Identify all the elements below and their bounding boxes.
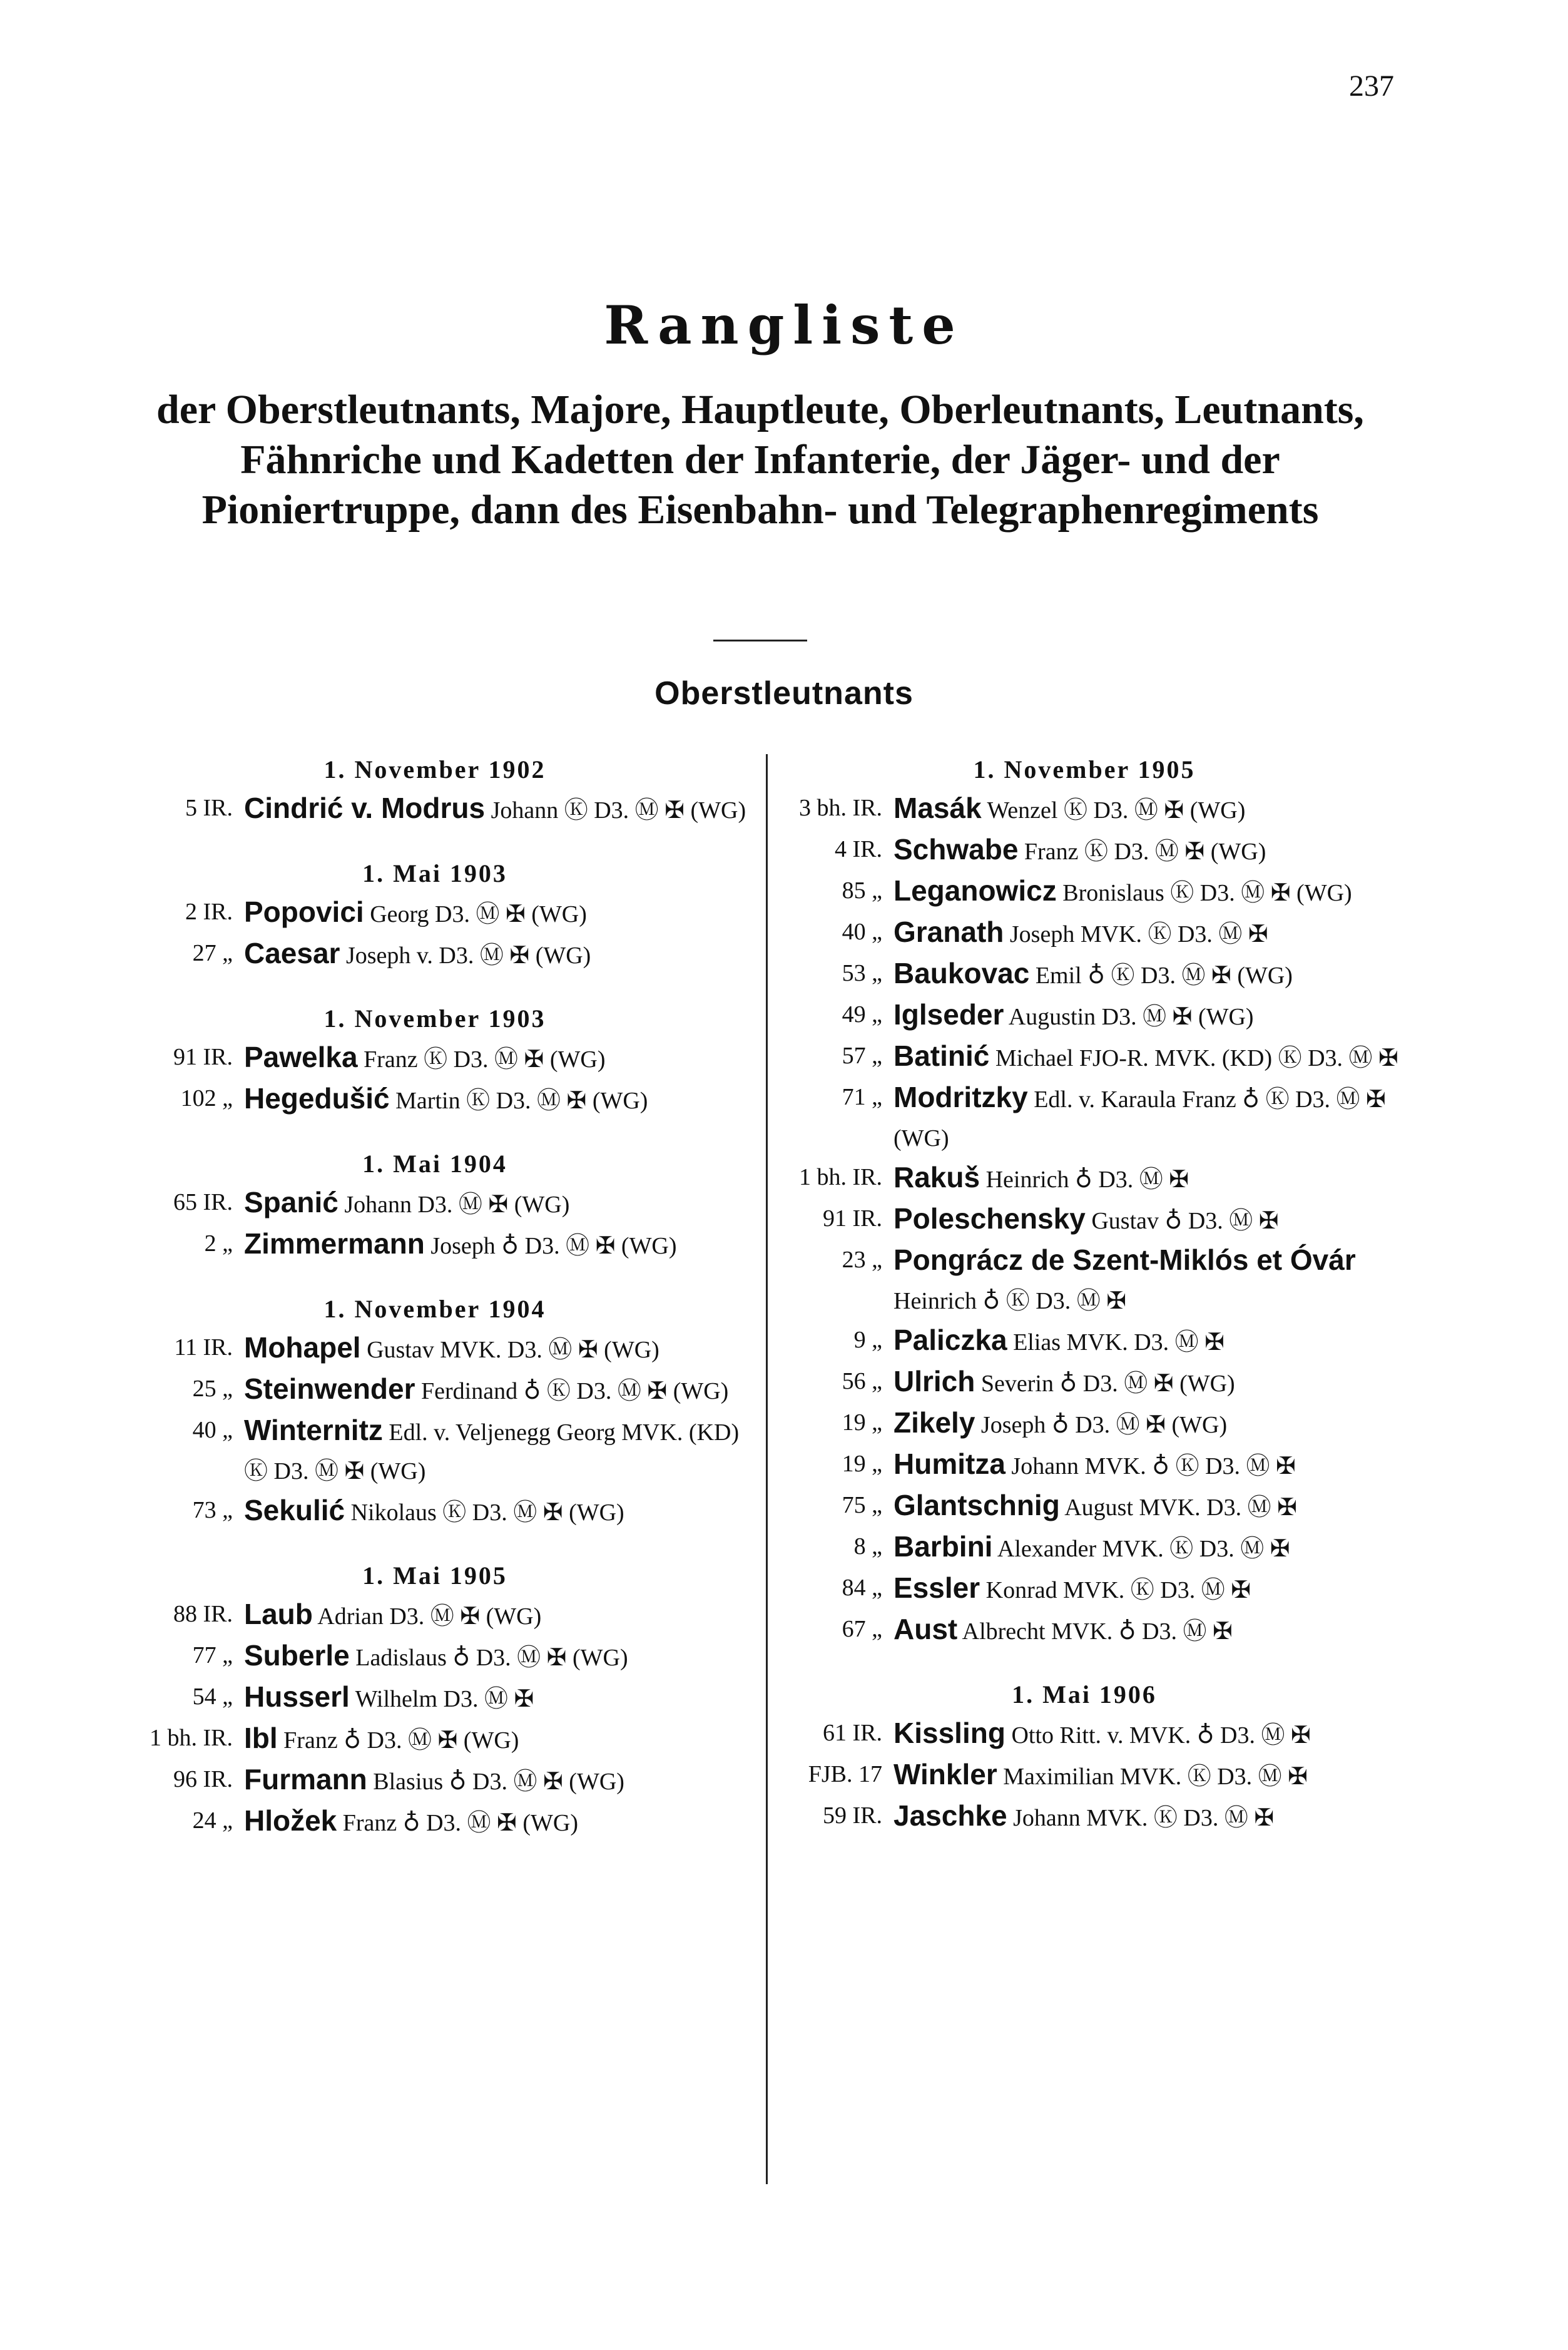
group-spacer (119, 975, 751, 1000)
entry-body (244, 1183, 751, 1224)
officer-name: Batinić (893, 1040, 990, 1072)
regiment-ref: 77 „ (192, 1642, 233, 1668)
group-spacer (119, 1120, 751, 1145)
rank-entry (119, 1719, 751, 1760)
officer-details: Severin ♁ D3. Ⓜ ✠ (WG) (980, 1371, 1235, 1397)
officer-name: Kissling (893, 1717, 1005, 1749)
regiment-ref: 5 IR. (185, 795, 233, 821)
officer-name: Sekulić (244, 1494, 345, 1526)
officer-details: Joseph ♁ D3. Ⓜ ✠ (WG) (980, 1412, 1228, 1438)
regiment-ref: 71 „ (842, 1084, 882, 1110)
regiment-ref: 4 IR. (835, 836, 882, 862)
officer-details: Augustin D3. Ⓜ ✠ (WG) (1008, 1004, 1254, 1030)
officer-details: Gustav MVK. D3. Ⓜ ✠ (WG) (367, 1337, 659, 1363)
entry-body (893, 912, 1400, 954)
regiment-ref: 91 IR. (823, 1205, 882, 1232)
officer-details: Ladislaus ♁ D3. Ⓜ ✠ (WG) (355, 1645, 628, 1671)
regiment-ref: 75 „ (842, 1492, 882, 1518)
regiment-ref: 61 IR. (823, 1720, 882, 1746)
officer-details: Alexander MVK. Ⓚ D3. Ⓜ ✠ (997, 1536, 1290, 1562)
officer-details: Johann MVK. ♁ Ⓚ D3. Ⓜ ✠ (1011, 1453, 1296, 1479)
regiment-ref: 65 IR. (173, 1189, 233, 1215)
officer-details: Konrad MVK. Ⓚ D3. Ⓜ ✠ (985, 1577, 1251, 1603)
date-heading: 1. November 1902 (323, 755, 546, 784)
entry-body (893, 1078, 1400, 1158)
rank-entry (768, 1486, 1400, 1527)
rank-entry (768, 1714, 1400, 1755)
entry-body (893, 1362, 1400, 1403)
entry-body (893, 1755, 1400, 1796)
date-heading: 1. November 1905 (973, 755, 1196, 784)
page-title: Rangliste (604, 294, 964, 356)
rank-entry (119, 1038, 751, 1079)
rank-entry (768, 1568, 1400, 1610)
entry-body (244, 1719, 751, 1760)
officer-details: Edl. v. Veljenegg Georg MVK. (KD) Ⓚ D3. Ⓜ ✠ (WG) (244, 1419, 740, 1484)
regiment-ref: 88 IR. (173, 1601, 233, 1627)
regiment-ref: 25 „ (192, 1376, 233, 1402)
rank-entry (768, 1240, 1400, 1321)
rank-entry (119, 1369, 751, 1411)
rank-entry (768, 1444, 1400, 1486)
officer-name: Spanić (244, 1186, 339, 1218)
rank-entry (768, 1796, 1400, 1837)
officer-details: Michael FJO-R. MVK. (KD) Ⓚ D3. Ⓜ ✠ (995, 1045, 1398, 1071)
officer-name: Aust (893, 1613, 958, 1645)
entry-body (244, 1079, 751, 1120)
officer-details: Nikolaus Ⓚ D3. Ⓜ ✠ (WG) (350, 1499, 624, 1526)
officer-details: Georg D3. Ⓜ ✠ (WG) (370, 901, 587, 927)
officer-details: Wenzel Ⓚ D3. Ⓜ ✠ (WG) (987, 797, 1246, 824)
entry-body (244, 1491, 751, 1532)
officer-name: Ulrich (893, 1365, 975, 1397)
entry-body (244, 789, 751, 830)
rank-entry (119, 934, 751, 975)
left-column (119, 751, 751, 1842)
rank-entry (768, 830, 1400, 871)
group-spacer (119, 1532, 751, 1557)
regiment-ref: 102 „ (180, 1085, 233, 1111)
regiment-ref: 91 IR. (173, 1044, 233, 1070)
officer-name: Humitza (893, 1448, 1005, 1480)
officer-name: Mohapel (244, 1331, 361, 1364)
officer-name: Masák (893, 792, 982, 824)
entry-body (244, 1038, 751, 1079)
regiment-ref: 49 „ (842, 1001, 882, 1028)
entry-body (244, 1801, 751, 1842)
rank-entry (119, 1636, 751, 1677)
officer-name: Laub (244, 1598, 313, 1630)
entry-body (893, 1321, 1400, 1362)
rank-entry (768, 1755, 1400, 1796)
officer-name: Popovici (244, 896, 364, 928)
officer-name: Steinwender (244, 1372, 415, 1405)
officer-details: Maximilian MVK. Ⓚ D3. Ⓜ ✠ (1003, 1764, 1308, 1790)
officer-details: Joseph v. D3. Ⓜ ✠ (WG) (345, 943, 591, 969)
officer-details: Ferdinand ♁ Ⓚ D3. Ⓜ ✠ (WG) (421, 1378, 729, 1404)
regiment-ref: 2 IR. (185, 899, 233, 925)
column-divider (766, 754, 768, 2184)
regiment-ref: 67 „ (842, 1616, 882, 1642)
rank-entry (768, 1403, 1400, 1444)
group-spacer (119, 1265, 751, 1290)
rank-entry (768, 912, 1400, 954)
officer-name: Winkler (893, 1758, 997, 1791)
entry-body (893, 1568, 1400, 1610)
entry-body (893, 830, 1400, 871)
rank-entry (768, 1036, 1400, 1078)
rank-entry (768, 1610, 1400, 1651)
officer-name: Hložek (244, 1804, 337, 1837)
officer-name: Husserl (244, 1680, 350, 1713)
officer-name: Jaschke (893, 1799, 1007, 1832)
rank-entry (768, 1362, 1400, 1403)
regiment-ref: 57 „ (842, 1043, 882, 1069)
officer-name: Granath (893, 916, 1004, 948)
officer-name: Modritzky (893, 1081, 1028, 1113)
officer-details: Franz Ⓚ D3. Ⓜ ✠ (WG) (1024, 839, 1266, 865)
officer-details: Joseph MVK. Ⓚ D3. Ⓜ ✠ (1009, 921, 1268, 948)
rank-entry (119, 1183, 751, 1224)
rank-entry (119, 1491, 751, 1532)
regiment-ref: 3 bh. IR. (799, 795, 882, 821)
rank-entry (768, 995, 1400, 1036)
officer-name: Iglseder (893, 998, 1004, 1031)
date-heading: 1. November 1904 (323, 1295, 546, 1323)
officer-details: Heinrich ♁ Ⓚ D3. Ⓜ ✠ (893, 1288, 1127, 1314)
entry-body (244, 1636, 751, 1677)
officer-details: Blasius ♁ D3. Ⓜ ✠ (WG) (373, 1769, 624, 1795)
date-heading: 1. Mai 1906 (1012, 1680, 1157, 1709)
entry-body (893, 871, 1400, 912)
entry-body (893, 1240, 1400, 1321)
regiment-ref: 40 „ (192, 1417, 233, 1443)
regiment-ref: 84 „ (842, 1575, 882, 1601)
officer-details: Adrian D3. Ⓜ ✠ (WG) (317, 1603, 542, 1630)
rank-entry (768, 1321, 1400, 1362)
regiment-ref: 11 IR. (174, 1334, 233, 1361)
entry-body (893, 1796, 1400, 1837)
officer-details: Joseph ♁ D3. Ⓜ ✠ (WG) (430, 1233, 677, 1259)
officer-name: Caesar (244, 937, 340, 969)
rank-entry (119, 1595, 751, 1636)
regiment-ref: 85 „ (842, 877, 882, 904)
entry-body (893, 1403, 1400, 1444)
entry-body (893, 1199, 1400, 1240)
rank-entry (119, 892, 751, 934)
officer-name: Paliczka (893, 1324, 1007, 1356)
entry-body (244, 1760, 751, 1801)
entry-body (244, 1595, 751, 1636)
officer-details: Bronislaus Ⓚ D3. Ⓜ ✠ (WG) (1062, 880, 1352, 906)
group-spacer (119, 830, 751, 855)
regiment-ref: 53 „ (842, 960, 882, 986)
regiment-ref: 1 bh. IR. (799, 1164, 882, 1190)
entry-body (244, 934, 751, 975)
entry-body (893, 789, 1400, 830)
rank-entry (119, 1224, 751, 1265)
rank-entry (119, 1079, 751, 1120)
rank-entry (768, 789, 1400, 830)
rank-entry (768, 1158, 1400, 1199)
officer-name: Zimmermann (244, 1227, 425, 1260)
rank-entry (768, 1078, 1400, 1158)
regiment-ref: 73 „ (192, 1497, 233, 1523)
officer-details: Heinrich ♁ D3. Ⓜ ✠ (985, 1167, 1189, 1193)
rank-entry (768, 954, 1400, 995)
entry-body (244, 1411, 751, 1491)
entry-body (893, 954, 1400, 995)
officer-name: Ibl (244, 1722, 278, 1754)
rank-entry (119, 1411, 751, 1491)
officer-details: Johann MVK. Ⓚ D3. Ⓜ ✠ (1013, 1805, 1275, 1831)
regiment-ref: FJB. 17 (808, 1761, 882, 1787)
regiment-ref: 96 IR. (173, 1766, 233, 1792)
rank-entry (119, 1328, 751, 1369)
title-divider (713, 640, 807, 641)
officer-name: Schwabe (893, 833, 1019, 866)
officer-details: Franz Ⓚ D3. Ⓜ ✠ (WG) (364, 1046, 606, 1073)
regiment-ref: 9 „ (853, 1327, 882, 1353)
rank-entry (119, 1801, 751, 1842)
officer-name: Glantschnig (893, 1489, 1060, 1521)
officer-name: Cindrić v. Modrus (244, 792, 486, 824)
regiment-ref: 59 IR. (823, 1802, 882, 1829)
officer-details: Wilhelm D3. Ⓜ ✠ (355, 1686, 534, 1712)
officer-name: Barbini (893, 1530, 993, 1563)
rank-entry (768, 1199, 1400, 1240)
entry-body (893, 1486, 1400, 1527)
entry-body (893, 1714, 1400, 1755)
regiment-ref: 8 „ (853, 1533, 882, 1560)
officer-details: Edl. v. Karaula Franz ♁ Ⓚ D3. Ⓜ ✠ (WG) (893, 1086, 1386, 1152)
entry-body (893, 1527, 1400, 1568)
page-subtitle: der Oberstleutnants, Majore, Hauptleute, Oberleutnants, Leutnants, Fähnriche und Kadetten der Infanterie, der Jäger- und der Pioniertruppe, dann des Eisenbahn- und Telegraphenregiments (156, 387, 1364, 533)
officer-name: Baukovac (893, 957, 1030, 989)
regiment-ref: 19 „ (842, 1451, 882, 1477)
officer-details: Otto Ritt. v. MVK. ♁ D3. Ⓜ ✠ (1011, 1722, 1311, 1749)
right-column (768, 751, 1400, 1837)
rank-entry (119, 1760, 751, 1801)
entry-body (893, 995, 1400, 1036)
page-number: 237 (1349, 69, 1394, 103)
officer-name: Essler (893, 1571, 980, 1604)
regiment-ref: 1 bh. IR. (150, 1725, 233, 1751)
rank-entry (119, 1677, 751, 1719)
regiment-ref: 2 „ (204, 1230, 233, 1257)
regiment-ref: 54 „ (192, 1683, 233, 1710)
officer-name: Zikely (893, 1406, 975, 1439)
entry-body (244, 1224, 751, 1265)
regiment-ref: 23 „ (842, 1247, 882, 1273)
regiment-ref: 24 „ (192, 1807, 233, 1834)
regiment-ref: 56 „ (842, 1368, 882, 1394)
entry-body (893, 1036, 1400, 1078)
regiment-ref: 27 „ (192, 940, 233, 966)
entry-body (244, 892, 751, 934)
officer-name: Poleschensky (893, 1202, 1086, 1235)
officer-details: Franz ♁ D3. Ⓜ ✠ (WG) (342, 1810, 579, 1836)
officer-details: Johann Ⓚ D3. Ⓜ ✠ (WG) (491, 797, 746, 824)
rank-entry (768, 871, 1400, 912)
officer-details: Albrecht MVK. ♁ D3. Ⓜ ✠ (962, 1618, 1233, 1645)
officer-details: Elias MVK. D3. Ⓜ ✠ (1013, 1329, 1225, 1356)
entry-body (244, 1677, 751, 1719)
officer-details: Franz ♁ D3. Ⓜ ✠ (WG) (283, 1727, 519, 1754)
officer-details: Johann D3. Ⓜ ✠ (WG) (344, 1192, 570, 1218)
rank-entry (119, 789, 751, 830)
officer-details: Martin Ⓚ D3. Ⓜ ✠ (WG) (395, 1088, 648, 1114)
date-heading: 1. Mai 1904 (362, 1150, 507, 1178)
entry-body (893, 1444, 1400, 1486)
officer-name: Pongrácz de Szent-Miklós et Óvár (893, 1244, 1356, 1276)
officer-details: Gustav ♁ D3. Ⓜ ✠ (1091, 1208, 1279, 1234)
entry-body (244, 1369, 751, 1411)
date-heading: 1. Mai 1905 (362, 1561, 507, 1590)
officer-details: Emil ♁ Ⓚ D3. Ⓜ ✠ (WG) (1035, 963, 1293, 989)
entry-body (244, 1328, 751, 1369)
date-heading: 1. November 1903 (323, 1004, 546, 1033)
rank-entry (768, 1527, 1400, 1568)
officer-name: Leganowicz (893, 874, 1057, 907)
officer-name: Pawelka (244, 1041, 358, 1073)
officer-details: August MVK. D3. Ⓜ ✠ (1064, 1494, 1297, 1521)
regiment-ref: 19 „ (842, 1409, 882, 1436)
entry-body (893, 1610, 1400, 1651)
officer-name: Suberle (244, 1639, 350, 1672)
officer-name: Hegedušić (244, 1082, 390, 1115)
entry-body (893, 1158, 1400, 1199)
officer-name: Furmann (244, 1763, 367, 1796)
officer-name: Winternitz (244, 1414, 383, 1446)
group-spacer (768, 1651, 1400, 1676)
officer-name: Rakuš (893, 1161, 980, 1193)
regiment-ref: 40 „ (842, 919, 882, 945)
date-heading: 1. Mai 1903 (362, 859, 507, 887)
section-heading: Oberstleutnants (654, 675, 914, 712)
